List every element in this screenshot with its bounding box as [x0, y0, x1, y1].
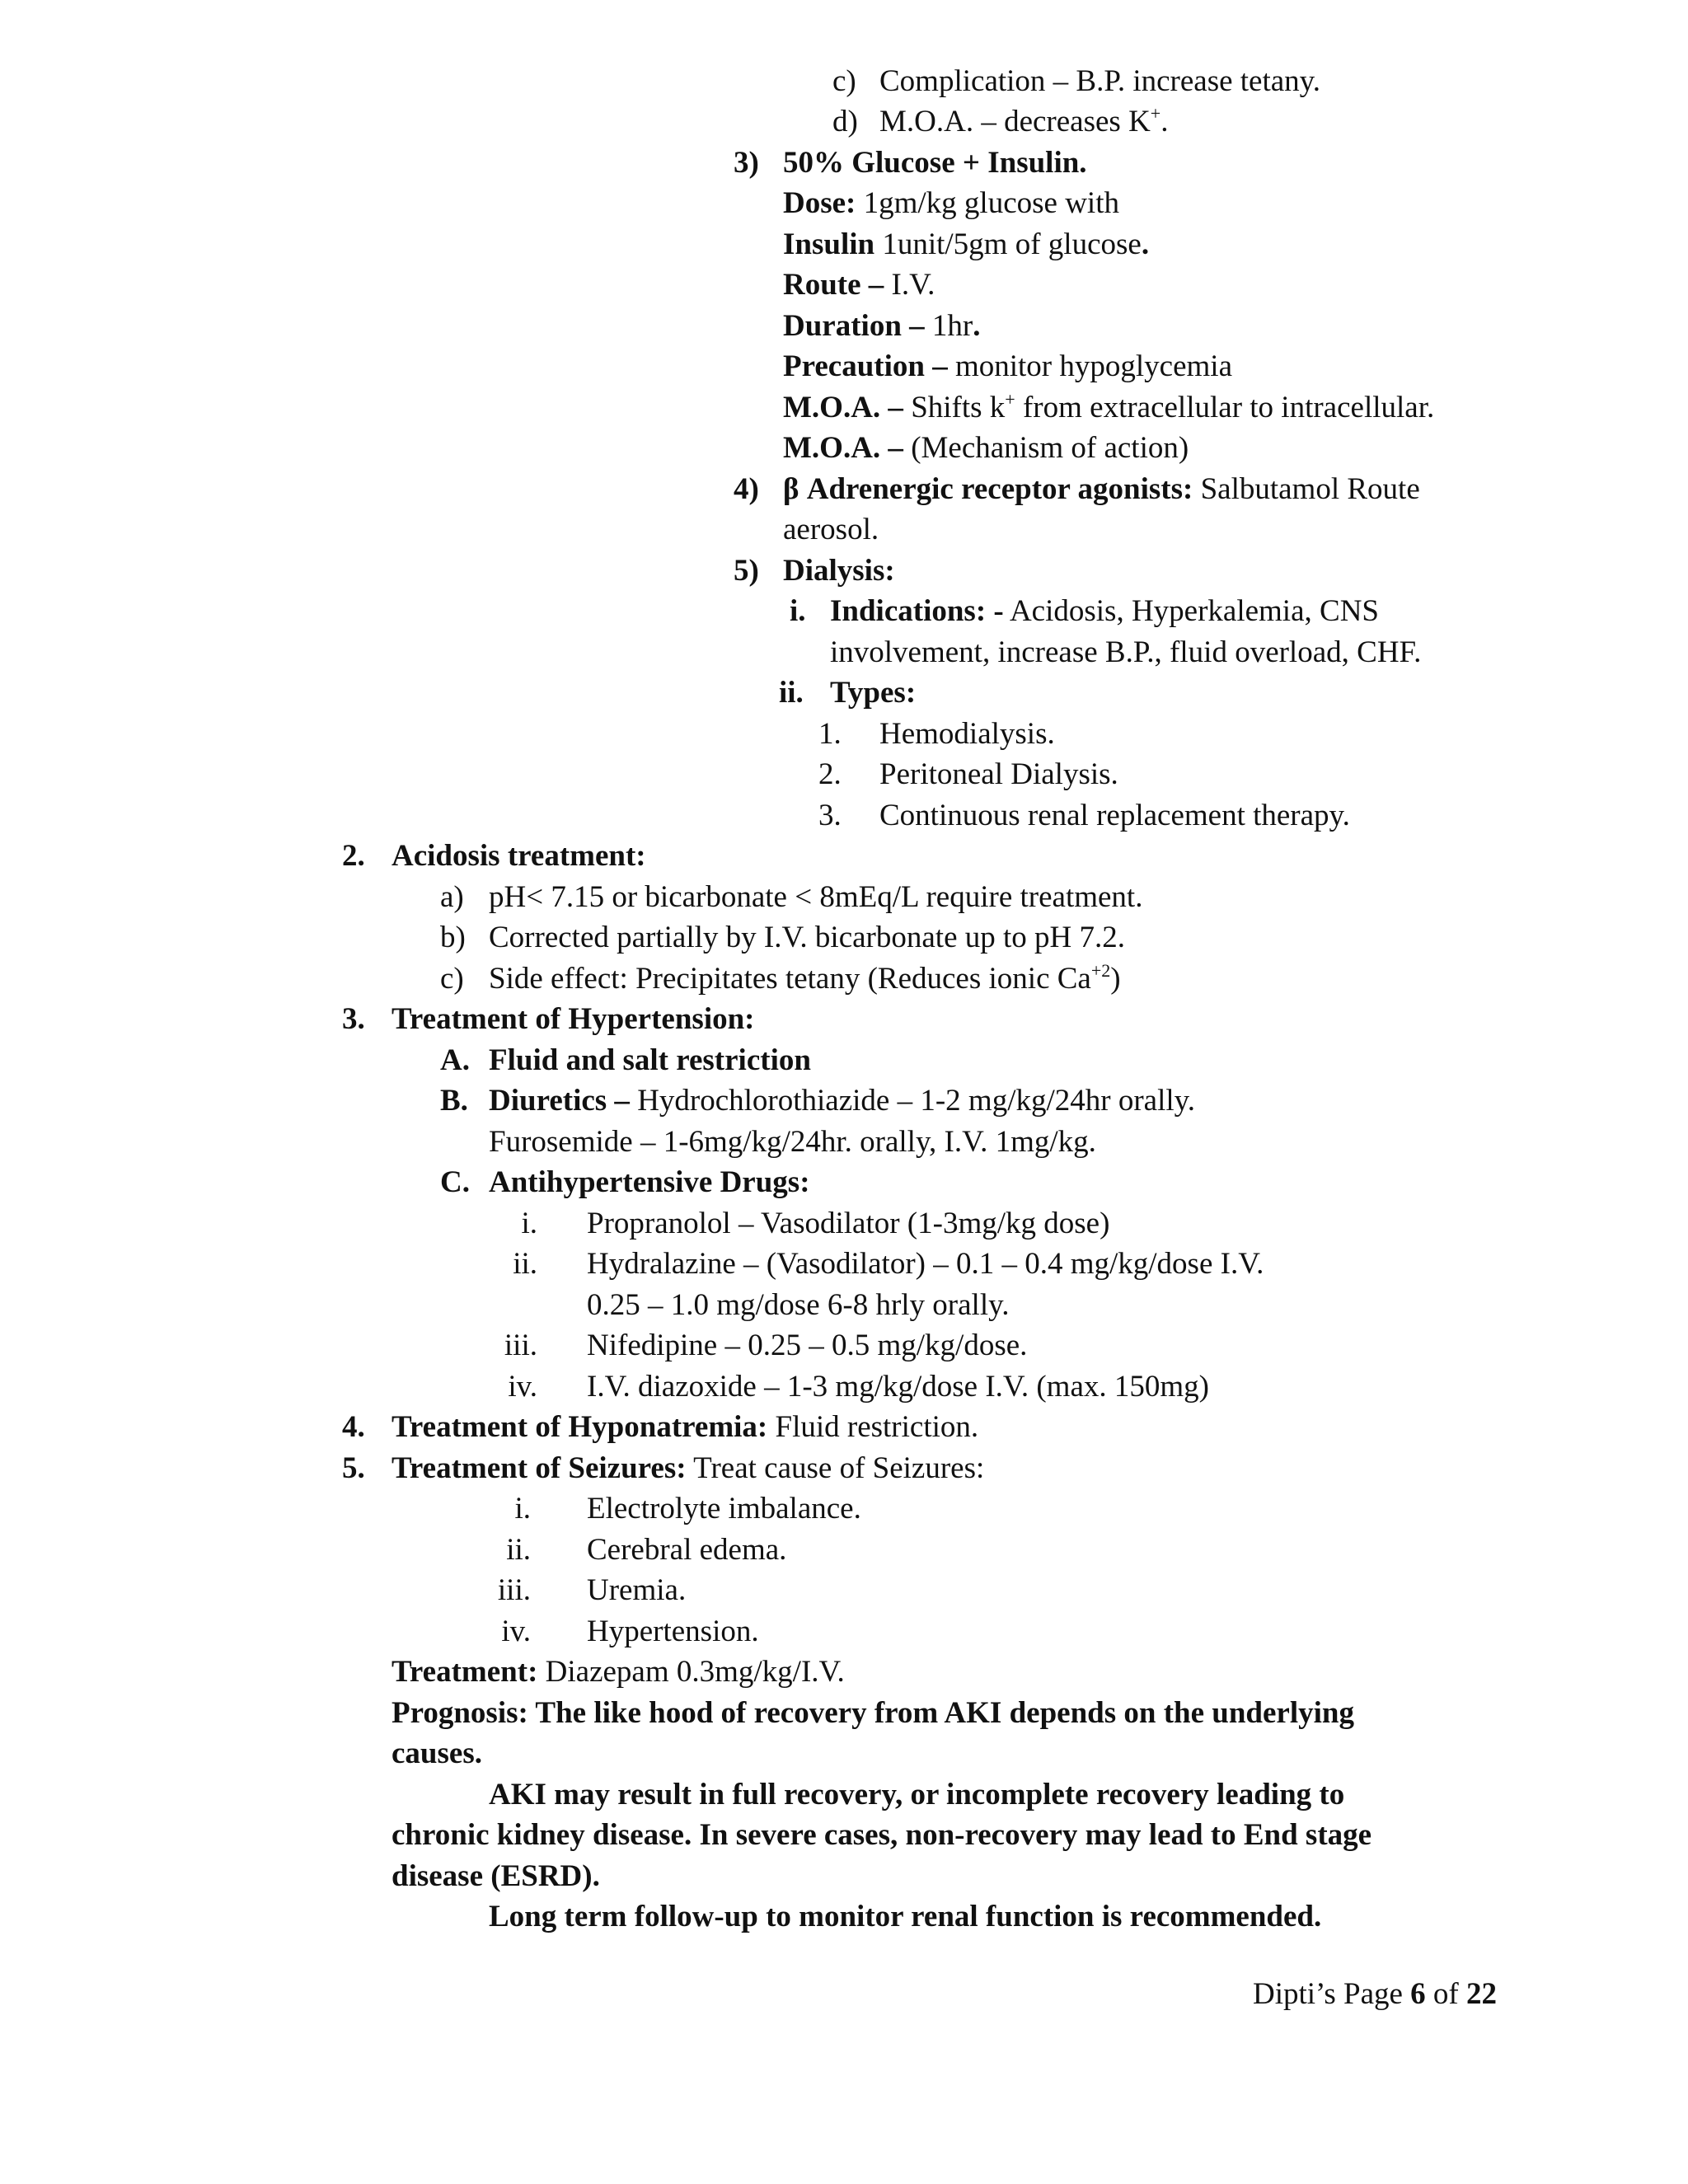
- moa-definition-line: M.O.A. – (Mechanism of action): [783, 431, 1189, 465]
- acidosis-item: Corrected partially by I.V. bicarbonate up to pH 7.2.: [489, 921, 1125, 954]
- dose-line: Dose: 1gm/kg glucose with: [783, 186, 1119, 220]
- seizure-cause: Electrolyte imbalance.: [587, 1492, 861, 1526]
- list-marker: 5.: [342, 1451, 365, 1485]
- indications-line: Indications: - Acidosis, Hyperkalemia, CNS: [830, 594, 1379, 628]
- prognosis-line: disease (ESRD).: [392, 1859, 600, 1893]
- drug-item: I.V. diazoxide – 1-3 mg/kg/dose I.V. (max. 150mg): [587, 1370, 1209, 1404]
- drug-item-cont: 0.25 – 1.0 mg/dose 6-8 hrly orally.: [587, 1288, 1010, 1322]
- list-marker: 4.: [342, 1410, 365, 1444]
- hypertension-heading: Treatment of Hypertension:: [392, 1002, 755, 1036]
- fluid-salt-heading: Fluid and salt restriction: [489, 1043, 811, 1077]
- acidosis-item: pH< 7.15 or bicarbonate < 8mEq/L require treatment.: [489, 880, 1143, 914]
- seizure-cause: Cerebral edema.: [587, 1533, 787, 1567]
- prognosis-line: AKI may result in full recovery, or incomplete recovery leading to: [489, 1778, 1345, 1811]
- seizures-line: Treatment of Seizures: Treat cause of Seizures:: [392, 1451, 985, 1485]
- furosemide-line: Furosemide – 1-6mg/kg/24hr. orally, I.V. 1mg/kg.: [489, 1125, 1096, 1159]
- list-marker: i.: [514, 1492, 531, 1526]
- dialysis-type: Peritoneal Dialysis.: [879, 757, 1118, 791]
- dialysis-heading: Dialysis:: [783, 554, 895, 588]
- list-marker: d): [832, 105, 858, 138]
- page-footer: Dipti’s Page 6 of 22: [1253, 1977, 1497, 2011]
- precaution-line: Precaution – monitor hypoglycemia: [783, 349, 1232, 383]
- drug-item: Hydralazine – (Vasodilator) – 0.1 – 0.4 mg/kg/dose I.V.: [587, 1247, 1264, 1281]
- drug-item: Nifedipine – 0.25 – 0.5 mg/kg/dose.: [587, 1329, 1028, 1362]
- list-marker: c): [440, 962, 464, 996]
- list-marker: 3.: [818, 799, 842, 832]
- list-marker: C.: [440, 1165, 470, 1199]
- prognosis-line: Prognosis: The like hood of recovery from AKI depends on the underlying: [392, 1696, 1354, 1730]
- indications-cont: involvement, increase B.P., fluid overload, CHF.: [830, 635, 1422, 669]
- list-marker: ii.: [513, 1247, 537, 1281]
- list-marker: iv.: [501, 1615, 531, 1648]
- list-marker: i.: [790, 594, 806, 628]
- moa-decreases-line: M.O.A. – decreases K+.: [879, 103, 1169, 138]
- drug-item: Propranolol – Vasodilator (1-3mg/kg dose): [587, 1207, 1110, 1240]
- route-line: Route – I.V.: [783, 268, 935, 302]
- duration-line: Duration – 1hr.: [783, 309, 981, 343]
- prognosis-line: chronic kidney disease. In severe cases, non-recovery may lead to End stage: [392, 1818, 1372, 1852]
- acidosis-item: Side effect: Precipitates tetany (Reduces ionic $Ca^{+2}$): [489, 960, 1121, 996]
- list-marker: a): [440, 880, 464, 914]
- hyponatremia-line: Treatment of Hyponatremia: Fluid restriction.: [392, 1410, 979, 1444]
- prognosis-line: Long term follow-up to monitor renal function is recommended.: [489, 1900, 1322, 1933]
- list-marker: iii.: [497, 1573, 531, 1607]
- list-marker: 2.: [342, 839, 365, 873]
- list-marker: B.: [440, 1084, 468, 1118]
- complication-line: Complication – B.P. increase tetany.: [879, 64, 1321, 98]
- list-marker: 1.: [818, 717, 842, 751]
- list-marker: i.: [521, 1207, 537, 1240]
- list-marker: 4): [734, 472, 759, 506]
- seizure-cause: Uremia.: [587, 1573, 687, 1607]
- seizure-cause: Hypertension.: [587, 1615, 759, 1648]
- list-marker: A.: [440, 1043, 470, 1077]
- list-marker: ii.: [506, 1533, 531, 1567]
- antihypertensive-heading: Antihypertensive Drugs:: [489, 1165, 810, 1199]
- acidosis-heading: Acidosis treatment:: [392, 839, 646, 873]
- list-marker: 3): [734, 146, 759, 180]
- moa-shifts-line: M.O.A. – Shifts k+ from extracellular to intracellular.: [783, 389, 1435, 424]
- list-marker: 2.: [818, 757, 842, 791]
- dialysis-type: Continuous renal replacement therapy.: [879, 799, 1350, 832]
- dialysis-type: Hemodialysis.: [879, 717, 1055, 751]
- list-marker: iii.: [504, 1329, 537, 1362]
- list-marker: 5): [734, 554, 759, 588]
- list-marker: c): [832, 64, 856, 98]
- treatment-line: Treatment: Diazepam 0.3mg/kg/I.V.: [392, 1655, 845, 1689]
- diuretics-line: Diuretics – Hydrochlorothiazide – 1-2 mg/kg/24hr orally.: [489, 1084, 1195, 1118]
- list-marker: ii.: [779, 676, 804, 710]
- list-marker: iv.: [508, 1370, 537, 1404]
- list-marker: b): [440, 921, 466, 954]
- prognosis-line: causes.: [392, 1736, 482, 1770]
- list-marker: 3.: [342, 1002, 365, 1036]
- types-heading: Types:: [830, 676, 917, 710]
- beta-agonists-line: β Adrenergic receptor agonists: Salbutamol Route: [783, 472, 1420, 506]
- glucose-insulin-heading: 50% Glucose + Insulin.: [783, 146, 1087, 180]
- beta-agonists-cont: aerosol.: [783, 513, 879, 546]
- insulin-line: Insulin 1unit/5gm of glucose.: [783, 227, 1150, 261]
